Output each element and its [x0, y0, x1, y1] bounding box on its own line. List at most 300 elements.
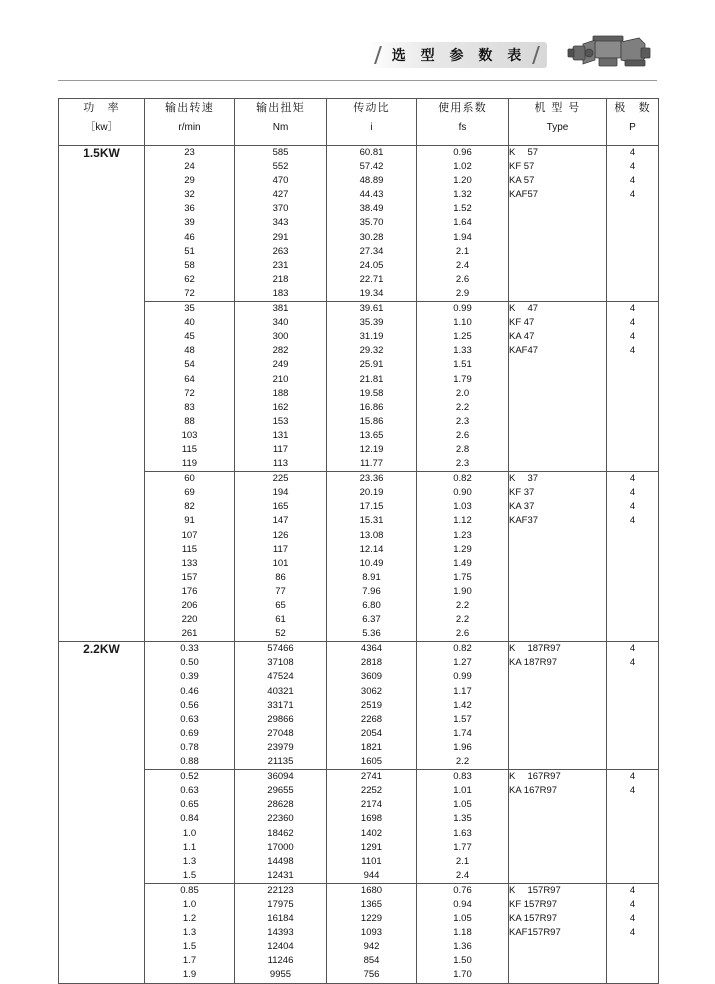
- output-speed-cell-value: 1.9: [182, 969, 197, 981]
- model-type-value: K 37: [509, 473, 539, 485]
- service-factor-cell-value: 1.18: [453, 927, 472, 939]
- header-divider: [58, 80, 657, 81]
- ratio-cell-value: 2054: [360, 727, 383, 739]
- output-speed-cell-value: 119: [181, 458, 198, 470]
- output-torque-cell-value: 12404: [267, 941, 294, 953]
- poles-value: 4: [629, 345, 636, 357]
- output-speed-cell-value: 103: [181, 429, 198, 441]
- ratio-cell-value: 11.77: [359, 458, 384, 470]
- service-factor-cell-value: 1.77: [453, 841, 472, 853]
- service-factor-cell-value: 1.17: [453, 685, 472, 697]
- output-torque-cell-value: 153: [272, 415, 289, 427]
- output-speed-cell-value: 72: [184, 287, 195, 299]
- ratio-cell: [327, 770, 417, 884]
- output-torque-cell-value: 263: [272, 245, 289, 257]
- model-type-value: K 167R97: [509, 771, 561, 783]
- ratio-cell-value: 16.86: [359, 401, 384, 413]
- service-factor-cell-value: 1.05: [453, 913, 472, 925]
- output-torque-cell-value: 27048: [267, 727, 294, 739]
- model-type-cell: [509, 302, 607, 472]
- output-torque-cell-value: 162: [272, 401, 289, 413]
- ratio-cell-value: 1291: [360, 841, 383, 853]
- gear-motor-icon: [565, 34, 653, 76]
- model-type-value: KA 187R97: [509, 657, 558, 669]
- output-torque-cell-value: 47524: [267, 671, 294, 683]
- output-torque-cell-value: 86: [275, 571, 286, 583]
- col-header-output-speed: 输出转速 r/min: [145, 99, 235, 146]
- service-factor-cell-value: 1.33: [453, 345, 472, 357]
- poles-value: 4: [629, 771, 636, 783]
- output-speed-cell-value: 36: [184, 203, 195, 215]
- ratio-cell-value: 2519: [360, 699, 383, 711]
- output-speed-cell-value: 64: [184, 373, 195, 385]
- service-factor-cell-value: 2.2: [455, 600, 470, 611]
- output-torque-cell-value: 33171: [267, 699, 294, 711]
- output-torque-cell-value: 9955: [269, 969, 292, 981]
- ratio-cell-value: 10.49: [359, 557, 384, 569]
- output-torque-cell-value: 300: [272, 331, 289, 343]
- output-torque-cell-value: 21135: [267, 756, 294, 768]
- output-speed-cell-value: 32: [184, 189, 195, 201]
- service-factor-cell: [417, 302, 509, 472]
- output-speed-cell-value: 0.56: [180, 699, 199, 711]
- poles-value: 4: [629, 515, 636, 527]
- model-type-value: K 187R97: [509, 643, 561, 655]
- col-header-type: 机 型 号 Type: [509, 99, 607, 146]
- poles-value: 4: [629, 927, 636, 939]
- ratio-cell-value: 5.36: [362, 628, 381, 640]
- model-type-cell: [509, 770, 607, 884]
- service-factor-cell-value: 2.1: [455, 245, 470, 257]
- ratio-cell-value: 2252: [360, 785, 383, 797]
- model-type-value: KA 167R97: [509, 785, 558, 797]
- service-factor-cell-value: 0.82: [453, 643, 472, 655]
- service-factor-cell-value: 1.10: [453, 317, 472, 329]
- poles-value: 4: [629, 317, 636, 329]
- output-torque-cell-value: 29655: [267, 785, 294, 797]
- output-speed-cell-value: 1.3: [182, 855, 197, 867]
- poles-cell: [607, 472, 659, 642]
- ratio-cell-value: 3609: [360, 671, 383, 683]
- output-torque-cell-value: 131: [272, 429, 289, 441]
- poles-cell: [607, 302, 659, 472]
- poles-value: 4: [629, 161, 636, 173]
- output-torque-cell-value: 183: [272, 287, 289, 299]
- ratio-cell-value: 24.05: [359, 259, 384, 271]
- output-torque-cell-value: 12431: [267, 869, 294, 881]
- model-type-value: K 47: [509, 303, 539, 315]
- output-speed-cell-value: 0.84: [180, 813, 199, 825]
- output-speed-cell-value: 46: [184, 231, 195, 243]
- output-torque-cell-value: 231: [272, 259, 289, 271]
- model-type-value: KF 37: [509, 487, 535, 499]
- ratio-cell-value: 1093: [360, 927, 383, 939]
- output-speed-cell-value: 54: [184, 359, 195, 371]
- output-torque-cell-value: 427: [272, 189, 289, 201]
- ratio-cell-value: 2174: [360, 799, 383, 811]
- ratio-cell-value: 2741: [360, 771, 383, 783]
- service-factor-cell-value: 0.90: [453, 487, 472, 499]
- table-header: [59, 99, 659, 146]
- output-speed-cell-value: 88: [184, 415, 195, 427]
- ratio-cell-value: 1605: [360, 756, 383, 768]
- service-factor-cell-value: 0.76: [453, 884, 472, 896]
- output-torque-cell-value: 165: [272, 501, 289, 513]
- model-type-cell: [509, 883, 607, 983]
- output-speed-cell-value: 0.85: [180, 884, 199, 896]
- power-rating-cell: 2.2KW: [59, 642, 145, 983]
- output-speed-cell-value: 0.52: [180, 771, 199, 783]
- ratio-cell-value: 30.28: [359, 231, 384, 243]
- poles-value: 4: [629, 487, 636, 499]
- output-torque-cell: [235, 302, 327, 472]
- output-torque-cell-value: 77: [275, 585, 286, 597]
- output-torque-cell-value: 370: [272, 203, 289, 215]
- output-torque-cell-value: 552: [272, 161, 289, 173]
- output-torque-cell-value: 113: [272, 458, 289, 470]
- ratio-cell-value: 20.19: [359, 487, 384, 499]
- output-speed-cell-value: 133: [181, 557, 198, 569]
- output-torque-cell-value: 126: [272, 529, 289, 541]
- output-torque-cell-value: 17975: [267, 898, 294, 910]
- poles-cell: [607, 642, 659, 770]
- service-factor-cell-value: 2.1: [455, 855, 470, 867]
- service-factor-cell: [417, 883, 509, 983]
- output-speed-cell-value: 0.69: [180, 727, 199, 739]
- service-factor-cell: [417, 642, 509, 770]
- output-torque-cell: [235, 472, 327, 642]
- output-speed-cell: [145, 146, 235, 302]
- output-speed-cell-value: 0.39: [180, 671, 199, 683]
- output-speed-cell-value: 0.78: [180, 741, 199, 753]
- service-factor-cell-value: 2.6: [455, 628, 470, 640]
- service-factor-cell-value: 0.99: [453, 671, 472, 683]
- output-speed-cell-value: 115: [181, 543, 198, 555]
- ratio-cell-value: 1402: [360, 827, 383, 839]
- poles-cell: [607, 770, 659, 884]
- service-factor-cell-value: 1.50: [453, 955, 472, 967]
- ratio-cell: [327, 302, 417, 472]
- output-speed-cell-value: 35: [184, 303, 195, 315]
- output-torque-cell-value: 585: [272, 147, 289, 158]
- page-title-plate: [367, 42, 547, 68]
- output-torque-cell-value: 147: [272, 515, 289, 527]
- output-torque-cell-value: 282: [272, 345, 289, 357]
- service-factor-cell-value: 1.05: [453, 799, 472, 811]
- col-header-poles: 极 数 P: [607, 99, 659, 146]
- ratio-cell-value: 854: [363, 955, 380, 967]
- output-speed-cell-value: 29: [184, 175, 195, 187]
- service-factor-cell-value: 2.2: [455, 401, 470, 413]
- page-title: 选 型 参 数 表: [391, 48, 527, 64]
- output-speed-cell-value: 0.88: [180, 756, 199, 768]
- poles-cell: [607, 146, 659, 302]
- poles-value: 4: [629, 657, 636, 669]
- output-speed-cell-value: 45: [184, 331, 195, 343]
- output-speed-cell: [145, 472, 235, 642]
- ratio-cell-value: 944: [363, 869, 380, 881]
- output-speed-cell-value: 72: [184, 387, 195, 399]
- output-speed-cell-value: 58: [184, 259, 195, 271]
- power-rating-cell: 1.5KW: [59, 146, 145, 642]
- output-torque-cell-value: 16184: [267, 913, 294, 925]
- model-type-value: K 57: [509, 147, 539, 158]
- output-torque-cell-value: 61: [275, 614, 286, 626]
- poles-value: 4: [629, 303, 636, 315]
- output-torque-cell-value: 225: [272, 473, 289, 485]
- ratio-cell: [327, 472, 417, 642]
- poles-value: 4: [629, 884, 636, 896]
- model-type-value: KF 157R97: [509, 898, 558, 910]
- service-factor-cell: [417, 146, 509, 302]
- output-torque-cell-value: 29866: [267, 713, 294, 725]
- service-factor-cell-value: 1.79: [453, 373, 472, 385]
- ratio-cell-value: 15.31: [359, 515, 384, 527]
- ratio-cell-value: 6.80: [362, 600, 381, 611]
- service-factor-cell-value: 1.20: [453, 175, 472, 187]
- service-factor-cell-value: 1.63: [453, 827, 472, 839]
- service-factor-cell-value: 2.6: [455, 429, 470, 441]
- service-factor-cell-value: 1.70: [453, 969, 472, 981]
- poles-value: 4: [629, 913, 636, 925]
- service-factor-cell-value: 1.51: [453, 359, 472, 371]
- output-torque-cell-value: 37108: [267, 657, 294, 669]
- table-row: [59, 770, 659, 884]
- output-speed-cell-value: 261: [181, 628, 198, 640]
- model-type-value: KA 57: [509, 175, 535, 187]
- ratio-cell-value: 44.43: [359, 189, 384, 201]
- service-factor-cell-value: 1.74: [453, 727, 472, 739]
- output-torque-cell-value: 117: [272, 543, 289, 555]
- ratio-cell-value: 1680: [360, 884, 383, 896]
- ratio-cell-value: 27.34: [359, 245, 384, 257]
- ratio-cell-value: 1365: [360, 898, 383, 910]
- poles-value: 4: [629, 175, 636, 187]
- service-factor-cell-value: 1.52: [453, 203, 472, 215]
- service-factor-cell-value: 1.25: [453, 331, 472, 343]
- model-type-value: KAF47: [509, 345, 539, 357]
- output-speed-cell-value: 83: [184, 401, 195, 413]
- ratio-cell-value: 21.81: [359, 373, 384, 385]
- ratio-cell-value: 942: [363, 941, 380, 953]
- output-torque-cell: [235, 642, 327, 770]
- service-factor-cell-value: 1.29: [453, 543, 472, 555]
- service-factor-cell-value: 1.75: [453, 571, 472, 583]
- service-factor-cell-value: 2.0: [455, 387, 470, 399]
- ratio-cell-value: 13.65: [359, 429, 384, 441]
- output-torque-cell-value: 57466: [267, 643, 294, 655]
- service-factor-cell-value: 1.02: [453, 161, 472, 173]
- model-type-value: KAF57: [509, 189, 539, 201]
- output-torque-cell-value: 470: [272, 175, 289, 187]
- service-factor-cell-value: 1.23: [453, 529, 472, 541]
- output-torque-cell-value: 381: [272, 303, 289, 315]
- service-factor-cell-value: 0.83: [453, 771, 472, 783]
- col-header-service-factor: 使用系数 fs: [417, 99, 509, 146]
- service-factor-cell-value: 0.99: [453, 303, 472, 315]
- output-torque-cell-value: 36094: [267, 771, 294, 783]
- output-torque-cell-value: 52: [275, 628, 286, 640]
- output-torque-cell-value: 23979: [267, 741, 294, 753]
- poles-value: 4: [629, 643, 636, 655]
- ratio-cell-value: 19.58: [359, 387, 384, 399]
- service-factor-cell-value: 2.3: [455, 415, 470, 427]
- output-torque-cell-value: 210: [272, 373, 289, 385]
- ratio-cell-value: 12.19: [359, 443, 384, 455]
- ratio-cell-value: 35.39: [359, 317, 384, 329]
- ratio-cell: [327, 146, 417, 302]
- ratio-cell-value: 7.96: [362, 585, 381, 597]
- ratio-cell-value: 8.91: [362, 571, 381, 583]
- output-torque-cell-value: 340: [272, 317, 289, 329]
- service-factor-cell-value: 1.01: [453, 785, 472, 797]
- output-speed-cell-value: 0.65: [180, 799, 199, 811]
- ratio-cell-value: 38.49: [359, 203, 384, 215]
- output-speed-cell-value: 157: [181, 571, 198, 583]
- service-factor-cell: [417, 770, 509, 884]
- model-type-cell: [509, 642, 607, 770]
- ratio-cell-value: 25.91: [359, 359, 384, 371]
- output-torque-cell-value: 117: [272, 443, 289, 455]
- model-type-value: KF 57: [509, 161, 535, 173]
- service-factor-cell-value: 1.03: [453, 501, 472, 513]
- output-speed-cell-value: 206: [181, 600, 198, 611]
- model-type-cell: [509, 472, 607, 642]
- ratio-cell-value: 23.36: [359, 473, 384, 485]
- service-factor-cell-value: 1.27: [453, 657, 472, 669]
- output-torque-cell-value: 291: [272, 231, 289, 243]
- ratio-cell-value: 57.42: [359, 161, 384, 173]
- service-factor-cell-value: 0.82: [453, 473, 472, 485]
- model-type-value: K 157R97: [509, 884, 561, 896]
- selection-parameter-table: [58, 98, 659, 984]
- table-row: [59, 642, 659, 770]
- ratio-cell-value: 31.19: [359, 331, 384, 343]
- output-torque-cell-value: 14393: [267, 927, 294, 939]
- output-torque-cell-value: 22360: [267, 813, 294, 825]
- output-speed-cell-value: 39: [184, 217, 195, 229]
- page-header: [0, 0, 715, 78]
- model-type-value: KAF157R97: [509, 927, 561, 939]
- output-speed-cell-value: 1.7: [182, 955, 197, 967]
- ratio-cell-value: 13.08: [359, 529, 384, 541]
- output-torque-cell: [235, 770, 327, 884]
- output-speed-cell-value: 107: [181, 529, 198, 541]
- output-torque-cell-value: 11246: [267, 955, 294, 967]
- col-header-output-torque: 输出扭矩 Nm: [235, 99, 327, 146]
- output-torque-cell-value: 40321: [267, 685, 294, 697]
- ratio-cell-value: 3062: [360, 685, 383, 697]
- service-factor-cell-value: 1.35: [453, 813, 472, 825]
- model-type-value: KF 47: [509, 317, 535, 329]
- output-speed-cell-value: 1.1: [182, 841, 197, 853]
- ratio-cell-value: 48.89: [359, 175, 384, 187]
- output-speed-cell: [145, 642, 235, 770]
- title-slash-left-icon: [374, 46, 382, 64]
- model-type-value: KA 37: [509, 501, 535, 513]
- table-row: [59, 146, 659, 302]
- table-row: [59, 883, 659, 983]
- ratio-cell-value: 19.34: [359, 287, 384, 299]
- ratio-cell-value: 2818: [360, 657, 383, 669]
- table-header-row: [59, 99, 659, 146]
- ratio-cell: [327, 642, 417, 770]
- service-factor-cell-value: 2.3: [455, 458, 470, 470]
- output-torque-cell-value: 17000: [267, 841, 294, 853]
- output-torque-cell-value: 218: [272, 273, 289, 285]
- output-speed-cell-value: 0.63: [180, 713, 199, 725]
- ratio-cell-value: 39.61: [359, 303, 384, 315]
- output-speed-cell-value: 0.50: [180, 657, 199, 669]
- ratio-cell-value: 35.70: [359, 217, 384, 229]
- table-body: [59, 146, 659, 984]
- service-factor-cell-value: 1.57: [453, 713, 472, 725]
- output-speed-cell-value: 1.3: [182, 927, 197, 939]
- ratio-cell-value: 15.86: [359, 415, 384, 427]
- output-speed-cell-value: 51: [184, 245, 195, 257]
- table-row: [59, 302, 659, 472]
- ratio-cell-value: 29.32: [359, 345, 384, 357]
- service-factor-cell-value: 2.6: [455, 273, 470, 285]
- service-factor-cell-value: 1.12: [453, 515, 472, 527]
- output-torque-cell: [235, 883, 327, 983]
- output-speed-cell-value: 0.46: [180, 685, 199, 697]
- output-speed-cell-value: 69: [184, 487, 195, 499]
- output-speed-cell-value: 82: [184, 501, 195, 513]
- service-factor-cell-value: 1.90: [453, 585, 472, 597]
- service-factor-cell-value: 2.8: [455, 443, 470, 455]
- ratio-cell-value: 1821: [360, 741, 383, 753]
- model-type-cell: [509, 146, 607, 302]
- service-factor-cell-value: 1.64: [453, 217, 472, 229]
- model-type-value: KAF37: [509, 515, 539, 527]
- output-speed-cell-value: 1.5: [182, 869, 197, 881]
- output-torque-cell-value: 28628: [267, 799, 294, 811]
- ratio-cell-value: 4364: [360, 643, 383, 655]
- ratio-cell: [327, 883, 417, 983]
- output-speed-cell-value: 1.2: [182, 913, 197, 925]
- service-factor-cell-value: 0.94: [453, 898, 472, 910]
- output-speed-cell-value: 1.0: [182, 827, 197, 839]
- output-speed-cell-value: 1.0: [182, 898, 197, 910]
- service-factor-symbol: fs: [458, 122, 467, 134]
- output-speed-cell: [145, 770, 235, 884]
- model-type-value: KA 47: [509, 331, 535, 343]
- output-speed-cell-value: 0.33: [180, 643, 199, 655]
- poles-value: 4: [629, 473, 636, 485]
- service-factor-cell-value: 1.32: [453, 189, 472, 201]
- service-factor-cell: [417, 472, 509, 642]
- service-factor-cell-value: 1.96: [453, 741, 472, 753]
- output-torque-cell-value: 249: [272, 359, 289, 371]
- service-factor-cell-value: 1.49: [453, 557, 472, 569]
- output-speed-cell-value: 115: [181, 443, 198, 455]
- service-factor-cell-value: 2.9: [455, 287, 470, 299]
- service-factor-cell-value: 1.94: [453, 231, 472, 243]
- output-speed-cell-value: 62: [184, 273, 195, 285]
- output-torque-cell-value: 101: [272, 557, 289, 569]
- output-torque-cell-value: 22123: [267, 884, 294, 896]
- output-torque-cell: [235, 146, 327, 302]
- output-torque-cell-value: 188: [272, 387, 289, 399]
- service-factor-cell-value: 2.2: [455, 614, 470, 626]
- service-factor-cell-value: 2.4: [455, 869, 470, 881]
- output-speed-cell-value: 48: [184, 345, 195, 357]
- table-row: [59, 472, 659, 642]
- output-speed-cell-value: 23: [184, 147, 195, 158]
- model-type-value: KA 157R97: [509, 913, 558, 925]
- output-speed-cell-value: 24: [184, 161, 195, 173]
